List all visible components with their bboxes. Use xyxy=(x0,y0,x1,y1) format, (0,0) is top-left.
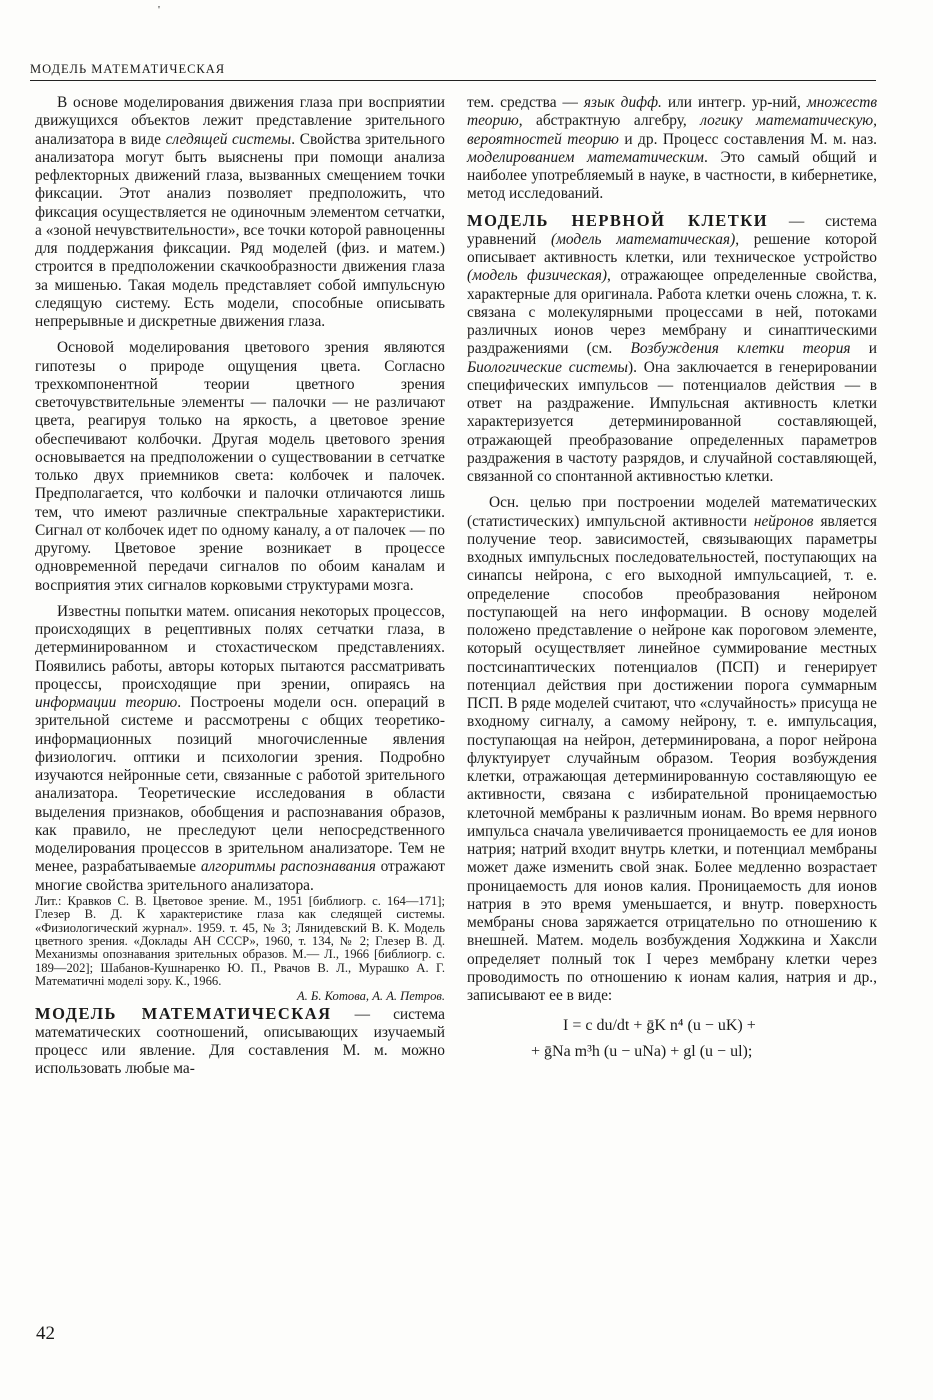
page-number: 42 xyxy=(36,1323,55,1344)
paragraph-eye-movement xyxy=(35,94,445,331)
text: Известны попытки матем. описания некоторых процессов, происходящих в рецептивных полях сетчатки глаза, в детерминированном и стохастическом представлениях. Появились работы, авторы которых пытаются рассматривать процессы, происходящие при зрении, опираясь на xyxy=(35,602,445,693)
text: тем. средства — xyxy=(467,94,584,111)
text: , абстрактную алгебру, xyxy=(518,112,701,130)
article-authors: А. Б. Котова, А. А. Петров. xyxy=(296,988,445,1003)
left-column xyxy=(35,94,445,1079)
crossref: логику математическую, вероятностей теорию xyxy=(467,112,877,148)
crossref: алгоритмы распознавания xyxy=(200,858,376,876)
right-column xyxy=(467,94,877,1065)
paragraph-color-vision: Основой моделирования цветового зрения являются гипотезы о природе ощущения цвета. Согласно трехкомпонентной теории цветного зрения светочувствительные элементы — палочки — не различают цвета, реагируя только на яркость, а цветовое зрение обеспечивают колбочки. Другая модель цветового зрения основывается на предположении о существовании в сетчатке только двух приемников света: колбочек и палочек. Предполагается, что колбочки и палочки отличаются лишь тем, что имеют различные спектральные характеристики. Сигнал от колбочек идет по одному каналу, а от палочек — по другому. Цветовое зрение возникает в процессе одновременной передачи сигналов по обоим каналам и восприятия этих сигналов корковыми структурами мозга. xyxy=(35,339,445,594)
formula-line-2: + ḡNa m³h (u − uNa) + gl (u − ul); xyxy=(531,1043,753,1061)
text: ). Она заключается в генерировании специфических импульсов — потенциалов действия — в ответ на раздражение. Импульсная активность клетки характеризуется детерминированной составляющей, отражающей преобразование определенных параметров раздражения в частоту разрядов, и случайной составляющей, связанной со спонтанной активностью клетки. xyxy=(467,358,877,485)
text: В основе моделирования движения глаза при восприятии движущихся объектов лежит представление зрительного анализатора в виде xyxy=(35,94,445,148)
text: — система уравнений xyxy=(467,212,877,248)
hodgkin-huxley-formula xyxy=(467,1013,877,1065)
header-rule xyxy=(30,80,876,81)
entry-heading: МОДЕЛЬ МАТЕМАТИЧЕСКАЯ xyxy=(35,1003,332,1023)
text: является получение теор. зависимостей, связывающих параметры входных импульсных последовательностей, поступающих на синапсы нейрона, с его выходной импульсацией, т. е. определение способов преобразования нейроном поступающей на него информации. В основу моделей положено представление о нейроне как пороговом элементе, который осуществляет линейное суммирование местных постсинаптических потенциалов (ПСП) и генерирует потенциал действия при достижении порога суммарным ПСП. В ряде моделей считают, что «случайность» присуща не входному сигналу, а самому нейрону, т. е. импульсация, поступающая на нейрон, детерминирована, а порог нейрона флуктуирует случайным образом. Теория возбуждения клетки, отражающая детерминированную составляющую ее активности, связана с избирательной проницаемостью клеточной мембраны к различным ионам. Во время нервного импульса сначала увеличивается проницаемость ее для ионов натрия; натрий входит внутрь клетки, и потенциал мембраны может даже изменить свой знак. Более медленно возрастает проницаемость для ионов калия. Проницаемость для ионов натрия в это время уменьшается, и внутр. поверхность мембраны снова заряжается отрицательно по отношению к внешней. Матем. модель возбуждения Ходжкина и Хаксли определяет полный ток I через мембрану клетки через проводимость по отношению к ионам калия, натрия и др., записывают ее в виде: xyxy=(467,512,878,1004)
entry-nerve-cell-model xyxy=(467,212,877,487)
paragraph-attempts xyxy=(35,603,445,895)
crossref: язык дифф. xyxy=(583,94,662,111)
crossref: информации теорию xyxy=(35,694,178,711)
text: . Свойства зрительного анализатора могут быть выяснены при помощи анализа рефлекторных движений глаза, вызванных смещением точки фиксации. Этот анализ позволяет предположить, что фиксация осуществляется не одиночным элементом сетчатки, а «зоной нечувствительности», все точки которой равноценны для поддержания фиксации. Ряд моделей (физ. и матем.) строится в предположении скачкообразности движения глаза за мишенью. Такая модель представляет собой импульсную следящую систему. Есть модели, способные описывать непрерывные и дискретные движения глаза. xyxy=(35,130,446,330)
crossref: (модель физическая) xyxy=(467,267,607,285)
crossref: (модель математическая) xyxy=(550,230,736,248)
crossref: множеств теорию xyxy=(467,94,878,130)
text: , решение которой описывает активность клетки, или техническое устройство xyxy=(467,230,877,266)
crossref: следящей системы xyxy=(165,130,292,148)
crossref: Биологические системы xyxy=(467,358,628,376)
crossref: нейронов xyxy=(753,512,814,530)
entry-heading: МОДЕЛЬ НЕРВНОЙ КЛЕТКИ xyxy=(467,210,769,230)
crossref: Возбуждения клетки теория xyxy=(630,340,851,358)
text: Осн. целью при построении моделей математических (статистических) импульсной активности xyxy=(467,494,877,530)
crossref: моделированием математическим xyxy=(467,148,704,166)
text: . Это самый общий и наиболее употребляемый в науке, в частности, в кибернетике, метод исследований. xyxy=(467,148,877,203)
paragraph-continuation xyxy=(467,94,877,204)
text: и др. Процесс составления М. м. наз. xyxy=(618,130,877,148)
running-head: МОДЕЛЬ МАТЕМАТИЧЕСКАЯ xyxy=(30,62,226,76)
text: и xyxy=(850,340,878,358)
text: отражают многие свойства зрительного анализатора. xyxy=(35,858,445,894)
text: , отражающее определенные свойства, характерные для оригинала. Работа клетки очень сложна, т. к. связана с молекулярными процессами в ней, потоками различных ионов через мембрану и синаптическими раздражениями (см. xyxy=(467,267,877,358)
entry-model-mathematical xyxy=(35,1005,445,1079)
formula-line-1: I = c du/dt + ḡK n⁴ (u − uK) + xyxy=(563,1017,756,1035)
text: — система математических соотношений, описывающих изучаемый процесс или явление. Для составления М. м. можно использовать любые ма- xyxy=(35,1005,446,1078)
text: или интегр. ур-ний, xyxy=(661,94,807,111)
text: . Построены модели осн. операций в зрительной системе и рассмотрены с общих теоретико-информационных позиций многочисленные явления физиологич. оптики и психологии зрения. Подробно изучаются нейронные сети, связанные с работой зрительного анализатора. Теоретические исследования в области выделения признаков, обобщения и распознавания образов, как правило, не преследуют цели непосредственного моделирования процессов в зрительном анализаторе. Тем не менее, разрабатываемые xyxy=(35,694,445,876)
bibliography: Лит.: Кравков С. В. Цветовое зрение. М., 1951 [библиогр. с. 164—171]; Глезер В. Д. К характеристике глаза как следящей системы. «Физиологический журнал». 1959. т. 45, № 3; Лянидевский В. К. Модель цветного зрения. «Доклады АН СССР», 1960, т. 134, № 2; Глезер В. Д. Механизмы опознавания зрительных образов. М.— Л., 1966 [библиогр. с. 189—202]; Шабанов-Кушнаренко Ю. П., Рвачов В. Л., Мурашко А. Г. Математичні моделі зору. К., 1966. xyxy=(35,893,445,989)
paragraph-statistical-models xyxy=(467,494,877,1005)
page-mark: ' xyxy=(158,4,160,16)
